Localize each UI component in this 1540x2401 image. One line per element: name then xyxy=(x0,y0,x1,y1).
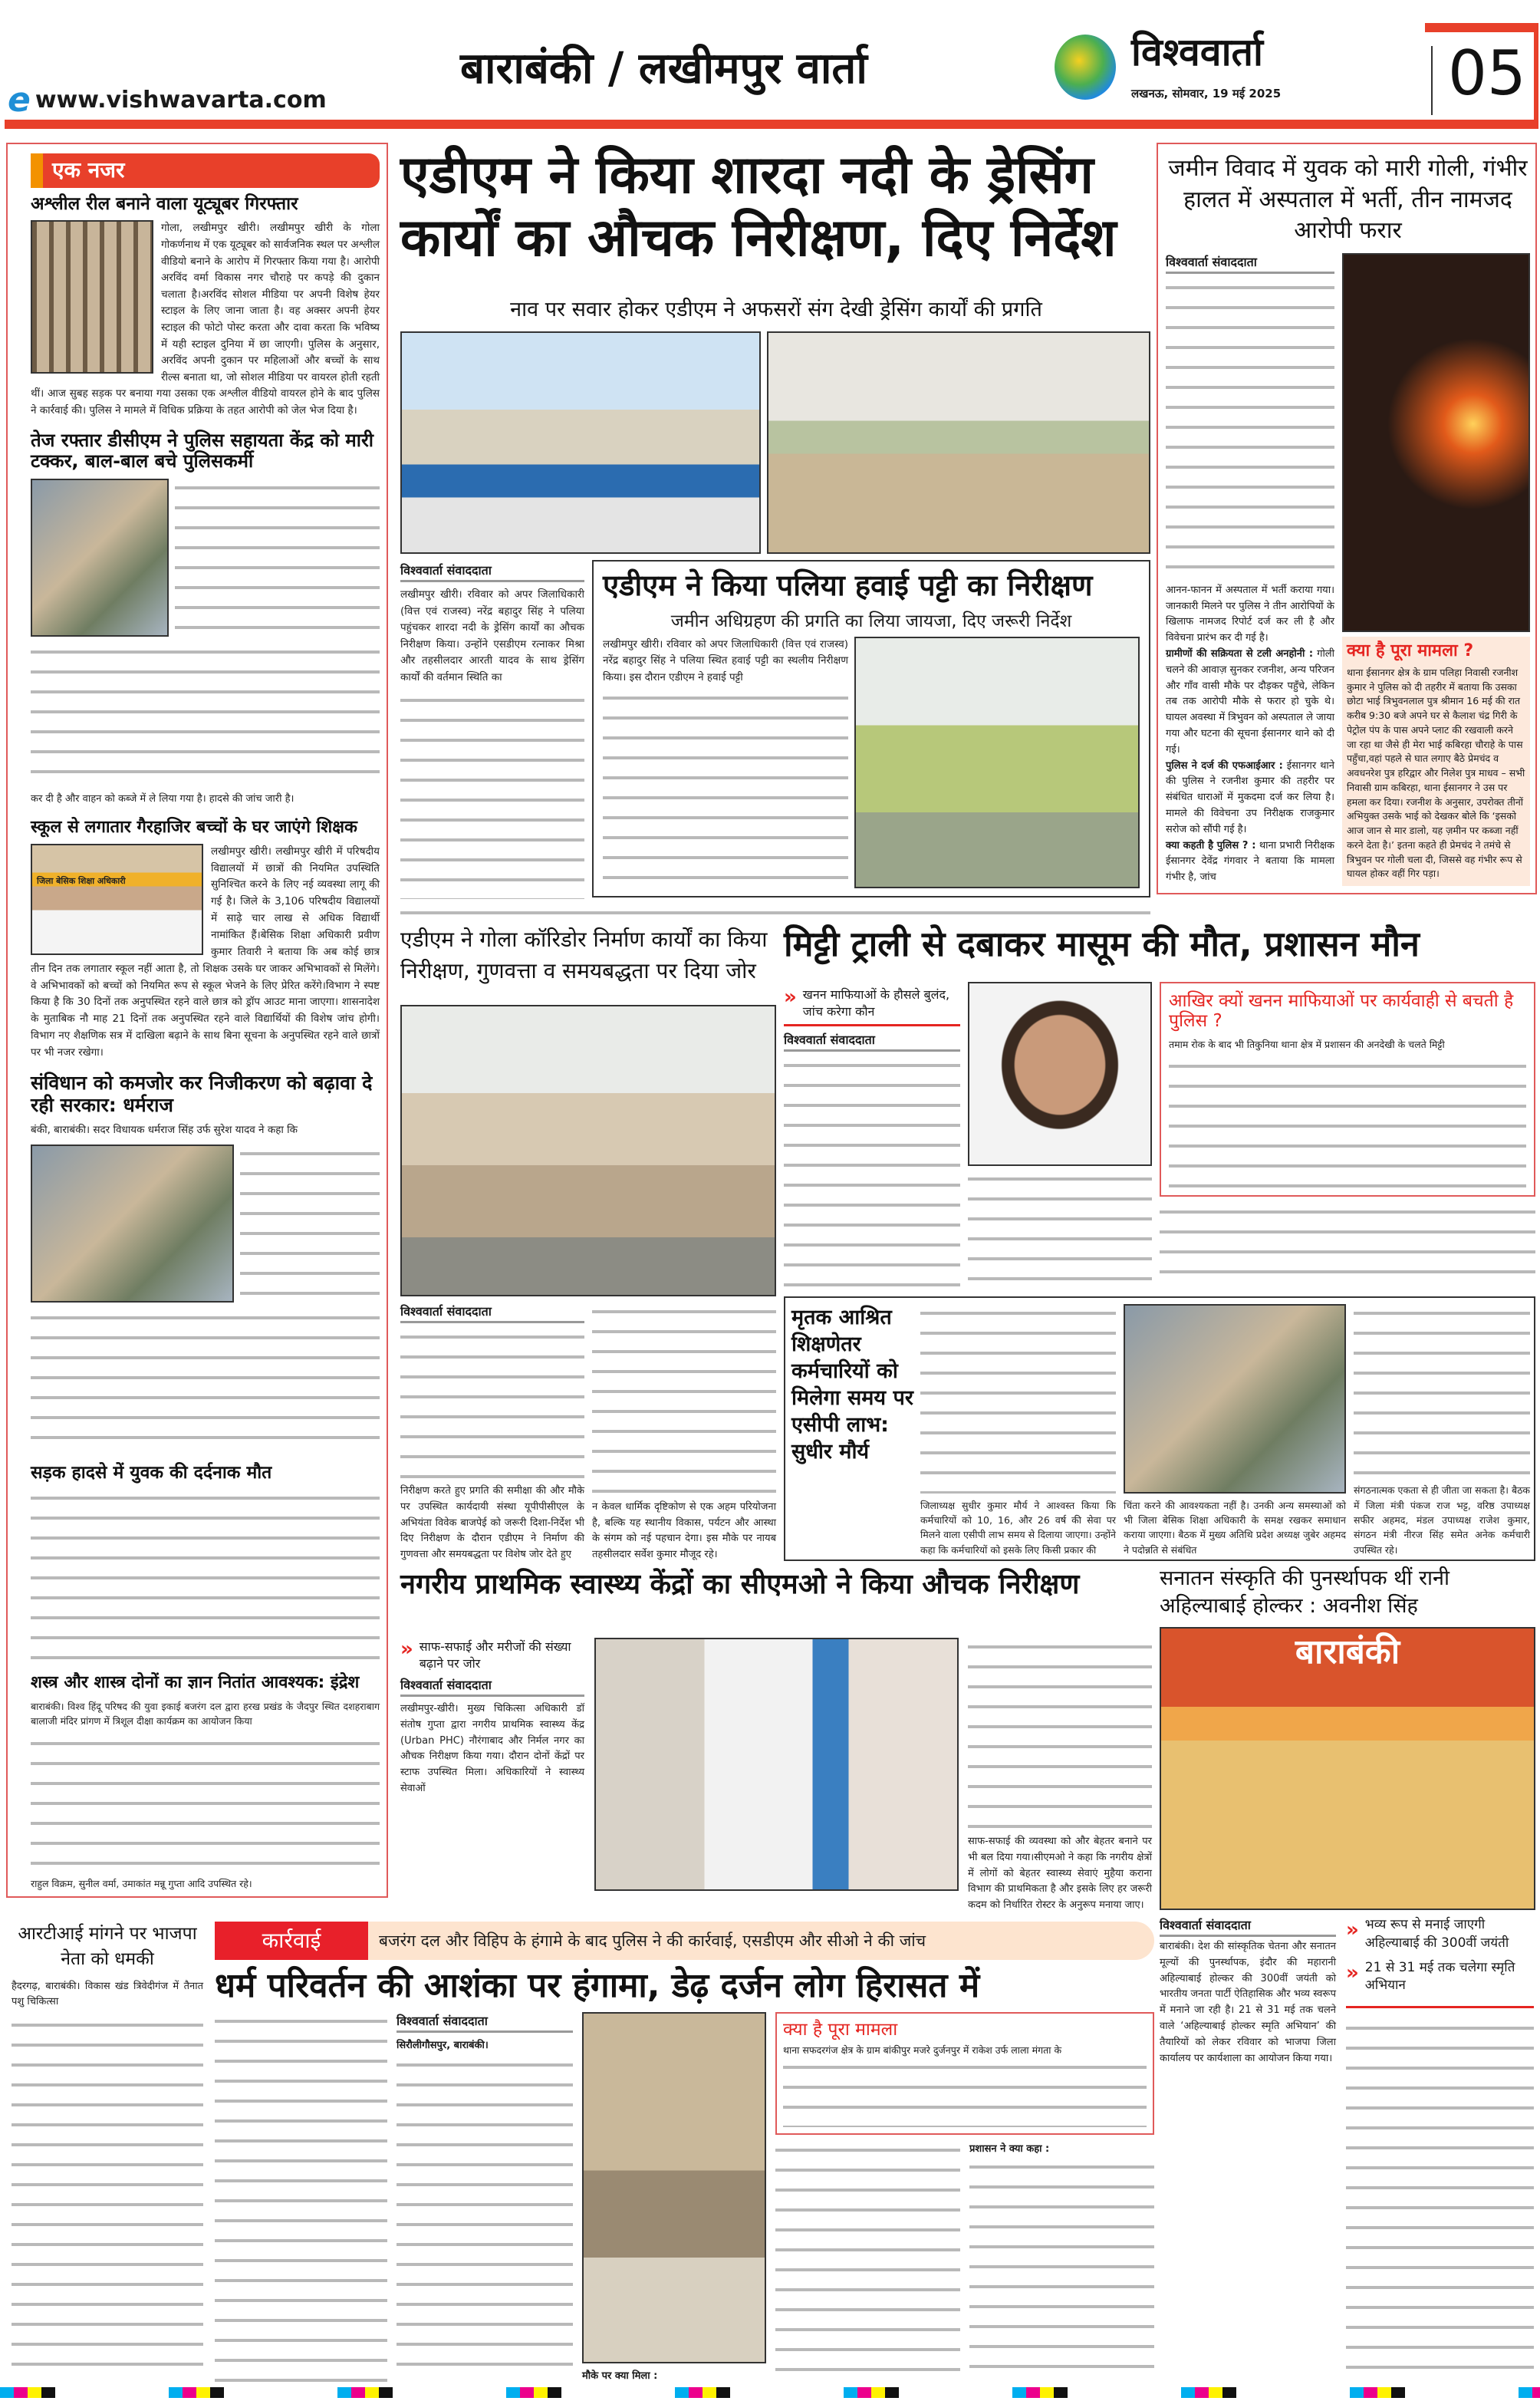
acp-col-3 xyxy=(1354,1304,1530,1557)
full-story-box xyxy=(1342,637,1530,886)
article-body-text xyxy=(784,1056,960,1289)
article-body-text xyxy=(1160,1203,1535,1289)
headline: मृतक आश्रित शिक्षणेतर कर्मचारियों को मिलेगा समय पर एसीपी लाभ: सुधीर मौर्य xyxy=(791,1306,913,1464)
section-title: बाराबंकी / लखीमपुर वार्ता xyxy=(460,44,867,94)
acp-col-1 xyxy=(920,1304,1116,1557)
article-body-text xyxy=(592,1303,776,1495)
meeting-photo xyxy=(1124,1304,1346,1494)
basic-shiksha-office-photo xyxy=(31,844,203,955)
bullet-point: » 21 से 31 मई तक चलेगा स्मृति अभियान xyxy=(1346,1959,1534,1996)
bjp-event-photo xyxy=(1160,1627,1535,1910)
ahilya-column xyxy=(1160,1565,1535,1910)
article-tail: राहुल विक्रम, सुनील वर्मा, उमाकांत मन्नू गुप्ता आदि उपस्थित रहे। xyxy=(31,1877,252,1889)
double-chevron-icon: » xyxy=(784,986,797,1009)
box-body: थाना ईसानगर क्षेत्र के ग्राम पलिहा निवासी रजनीश कुमार ने पुलिस को दी तहरीर में बताया कि उसका छोटा भाई त्रिभुवनलाल पुत्र श्रीमान 16 मई की रात करीब 9:30 बजे अपने घर से कैलाश चंद्र गिरी के पेट्रोल पंप के पास अपने प्लाट की रखवाली करने जा रहा था जैसे ही मेरा भाई कबिरहा चौराहे के पास पहुँचा,वहां पहले से घात लगाए बैठे प्रेमचंद व अवधनरेश पुत्र हरिद्वार और निलेश पुत्र माधव – सभी निवासी ग्राम कबिरहा, थाना ईसानगर ने उस पर हमला कर दिया। रजनीश के अनुसार, उपरोक्त तीनों अभियुक्त उसके भाई को देखकर बोले कि ‘इसको आज जान से मार डालो, यह ज़मीन पर कब्जा नहीं करने देता है।’ इतना कहते ही प्रेमचंद ने तमंचे से त्रिभुवन पर गोली चला दी, जिससे वह गंभीर रूप से घायल होकर वहीं गिर पड़ा। xyxy=(1347,666,1525,880)
sub-heading: मौके पर क्या मिला : xyxy=(582,2370,658,2382)
page-number: 05 xyxy=(1448,38,1526,109)
article-body-text xyxy=(603,689,848,888)
headline: संविधान को कमजोर कर निजीकरण को बढ़ावा दे रही सरकार: धर्मराज xyxy=(31,1071,373,1116)
byline: विश्ववार्ता संवाददाता xyxy=(400,1676,584,1697)
acp-col-2 xyxy=(1124,1304,1346,1557)
article-body-text xyxy=(240,1145,380,1303)
lead-headline: एडीएम ने किया शारदा नदी के ड्रेसिंग कार्यों का औचक निरीक्षण, दिए निर्देश xyxy=(400,145,1117,268)
ek-nazar-tag: एक नजर xyxy=(31,153,380,188)
health-center-photo xyxy=(594,1638,959,1891)
article-body-text xyxy=(31,643,380,786)
box-title: क्या है पूरा मामला ? xyxy=(1347,641,1474,661)
office-sign: जिला बेसिक शिक्षा अधिकारी xyxy=(37,875,126,886)
bullet-list xyxy=(1346,1916,1534,2376)
print-color-bar xyxy=(0,2387,1540,2398)
article-body-text xyxy=(31,1489,380,1662)
article-body: न केवल धार्मिक दृष्टिकोण से एक अहम परियोजना है, बल्कि यह स्थानीय विकास, पर्यटन और आस्था के संगम को नई पहचान देगा। इस मौके पर नायब तहसीलदार सर्वेश कुमार मौजूद रहे। xyxy=(592,1500,776,1561)
byline: विश्ववार्ता संवाददाता xyxy=(784,1031,960,1052)
palia-row xyxy=(603,637,1140,888)
gola-col-1 xyxy=(400,1303,584,1563)
article-body-text xyxy=(969,2158,1154,2382)
lead-subheadline: नाव पर सवार होकर एडीएम ने अफसरों संग देखी ड्रेसिंग कार्यों की प्रगति xyxy=(510,298,1042,321)
headline: नगरीय प्राथमिक स्वास्थ्य केंद्रों का सीएमओ ने किया औचक निरीक्षण xyxy=(400,1569,1080,1600)
article-body: आनन-फानन में अस्पताल में भर्ती कराया गया। जानकारी मिलने पर पुलिस ने तीन आरोपियों के खिलाफ नामजद रिपोर्ट दर्ज कर ली है और विवेचना प्रारंभ कर दी गई है। ग्रामीणों की सक्रियता से टली अनहोनी : गोली चलने की आवाज़ सुनकर रजनीश, अन्य परिजन और गाँव वासी मौके पर दौड़कर पहुँचे, लेकिन तब तक आरोपी मौके से फरार हो चुके थे। घायल अवस्था में त्रिभुवन को अस्पताल ले जाया गया और घटना की सूचना ईसानगर थाने को दी गई। पुलिस ने दर्ज की एफआईआर : ईसानगर थाने की पुलिस ने रजनीश कुमार की तहरीर पर संबंधित धाराओं में मुकदमा दर्ज कर लिया है। मामले की विवेचना उप निरीक्षक राजकुमार सरोज को सौंपी गई है। क्या कहती है पुलिस ? : थाना प्रभारी निरीक्षक ईसानगर देवेंद्र गंगवार ने बताया कि मामला गंभीर है, जांच xyxy=(1166,584,1335,884)
headline: शस्त्र और शास्त्र दोनों का ज्ञान नितांत आवश्यक: इंद्रेश xyxy=(31,1673,360,1693)
headline: एडीएम ने गोला कॉरिडोर निर्माण कार्यों का किया निरीक्षण, गुणवत्ता व समयबद्धता पर दिया जोर xyxy=(400,927,768,983)
police-question-box xyxy=(1160,982,1535,1197)
headline: आरटीआई मांगने पर भाजपा नेता को धमकी xyxy=(18,1924,197,1970)
double-chevron-icon: » xyxy=(1346,1961,1359,1984)
article-body-text xyxy=(12,2016,203,2378)
brand-logo-icon xyxy=(1055,35,1116,100)
mitti-col xyxy=(784,986,960,1289)
headline: अश्लील रील बनाने वाला यूट्यूबर गिरफ्तार xyxy=(31,194,298,214)
gola-col-2 xyxy=(592,1303,776,1563)
full-story-box xyxy=(775,2012,1154,2134)
article-body-text xyxy=(400,1328,584,1479)
article-body-text xyxy=(31,1309,380,1451)
article-body-text xyxy=(1354,1304,1530,1478)
bullet-point: » भव्य रूप से मनाई जाएगी अहिल्याबाई की 300वीं जयंती xyxy=(1346,1916,1534,1953)
strap-text: बजरंग दल और विहिप के हंगामे के बाद पुलिस ने की कार्रवाई, एसडीएम और सीओ ने की जांच xyxy=(379,1932,926,1950)
article-body: संगठनात्मक एकता से ही जीता जा सकता है। बैठक में जिला मंत्री पंकज राज भट्ट, वरिष्ठ उपाध्यक्ष सफीर अहमद, मंडल उपाध्यक्ष राजेश कुमार, संगठन मंत्री नीरज सिंह समेत अनेक कर्मचारी उपस्थित रहे। xyxy=(1354,1484,1530,1556)
strap-bar xyxy=(215,1922,1154,1960)
article-lead: लखीमपुर खीरी। रविवार को अपर जिलाधिकारी (वित्त एवं राजस्व) नरेंद्र बहादुर सिंह ने पलिया स्थित हवाई पट्टी का स्थलीय निरीक्षण किया। इस दौरान एडीएम ने हवाई पट्टी xyxy=(603,637,848,683)
headline: मिट्टी ट्राली से दबाकर मासूम की मौत, प्रशासन मौन xyxy=(784,924,1420,964)
airstrip-photo xyxy=(854,637,1140,888)
byline: विश्ववार्ता संवाददाता xyxy=(397,2012,573,2033)
article-body-text xyxy=(920,1304,1116,1494)
box-title: क्या है पूरा मामला xyxy=(783,2020,898,2040)
gunshot-photo xyxy=(1342,253,1530,633)
article-body: चिंता करने की आवश्यकता नहीं है। उनकी अन्य समस्याओं को भी जिला बेसिक शिक्षा अधिकारी के समक्ष रखकर समाधान कराया जाएगा। बैठक में मुख्य अतिथि प्रदेश अध्यक्ष जुबेर अहमद ने पदोन्नति से संबंधित xyxy=(1124,1499,1346,1556)
headline: एडीएम ने किया पलिया हवाई पट्टी का निरीक्षण xyxy=(603,568,1093,602)
double-chevron-icon: » xyxy=(400,1638,413,1661)
article-body: बाराबंकी। देश की सांस्कृतिक चेतना और सनातन मूल्यों की पुनर्स्थापक, इंदौर की महारानी अहिल्याबाई होल्कर की 300वीं जयंती को भारतीय जनता पार्टी ऐतिहासिक और भव्य स्वरूप में मनाने जा रही है। 21 से 31 मई तक चलने वाले ‘अहिल्याबाई होल्कर स्मृति अभियान’ की तैयारियों को लेकर रविवार को भाजपा जिला कार्यालय पर कार्यशाला का आयोजन किया गया। xyxy=(1160,1941,1336,2064)
article-body: जिलाध्यक्ष सुधीर कुमार मौर्य ने आश्वस्त किया कि कर्मचारियों को 10, 16, और 26 वर्ष की सेवा पर मिलने वाला एसीपी लाभ समय से दिलाया जाएगा। उन्होंने कहा कि कर्मचारियों को इसके लिए किसी प्रकार की xyxy=(920,1499,1116,1556)
article-body-text xyxy=(775,2141,960,2382)
box-lead: तमाम रोक के बाद भी तिकुनिया थाना क्षेत्र में प्रशासन की अनदेखी के चलते मिट्टी xyxy=(1169,1038,1445,1050)
browser-e-icon: e xyxy=(8,81,31,120)
box-lead: थाना सफदरगंज क्षेत्र के ग्राम बांकीपुर मजरे दुर्जनपुर में राकेश उर्फ लाला मंगता के xyxy=(783,2044,1062,2056)
uphc-col-3 xyxy=(968,1638,1152,1914)
article-body-text xyxy=(968,1170,1152,1289)
article-tail: कर दी है और वाहन को कब्जे में ले लिया गया है। हादसे की जांच जारी है। xyxy=(31,793,295,805)
river-dredging-photo xyxy=(767,331,1150,554)
corridor-photo xyxy=(400,1005,776,1296)
article-body: साफ-सफाई की व्यवस्था को और बेहतर बनाने पर भी बल दिया गया।सीएमओ ने कहा कि नगरीय क्षेत्रों में लोगों को बेहतर स्वास्थ्य सेवाएं मुहैया कराना विभाग की प्राथमिकता है और इसके लिए हर जरूरी कदम को निर्धारित रोस्टर के अनुरूप मनाया जाए। xyxy=(968,1836,1152,1912)
headline: स्कूल से लगातार गैरहाजिर बच्चों के घर जाएंगे शिक्षक xyxy=(31,818,357,838)
article-lead: बाराबंकी। विश्व हिंदू परिषद की युवा इकाई बजरंग दल द्वारा हरख प्रखंड के जैदपुर स्थित दशहराबाग बालाजी मंदिर प्रांगण में त्रिशूल दीक्षा कार्यक्रम का आयोजन किया xyxy=(31,1700,380,1727)
headline: तेज रफ्तार डीसीएम ने पुलिस सहायता केंद्र को मारी टक्कर, बाल-बाल बचे पुलिसकर्मी xyxy=(31,429,374,473)
mla-row xyxy=(31,1145,380,1303)
article-body-text xyxy=(31,1734,380,1869)
double-chevron-icon: » xyxy=(1346,1918,1359,1942)
subheadline: जमीन अधिग्रहण की प्रगति का लिया जायजा, दिए जरूरी निर्देश xyxy=(670,611,1072,631)
mla-photo xyxy=(31,1145,234,1303)
article-lead: सिरौलीगौसपुर, बाराबंकी। xyxy=(397,2040,489,2052)
article-body-text xyxy=(1166,278,1334,578)
website-link[interactable]: e www.vishwavarta.com xyxy=(8,81,327,120)
article-body: लखीमपुर-खीरी। मुख्य चिकित्सा अधिकारी डॉ संतोष गुप्ता द्वारा नगरीय प्राथमिक स्वास्थ्य केंद्र (Urban PHC) नौरंगाबाद और निर्मल नगर का औचक निरीक्षण किया गया। दौरान दोनों केंद्रों पर स्टाफ उपस्थित मिला। अधिकारियों ने स्वास्थ्य सेवाओं xyxy=(400,1703,584,1794)
masthead xyxy=(0,0,1540,130)
bullet-point: » साफ-सफाई और मरीजों की संख्या बढ़ाने पर जोर xyxy=(400,1638,571,1671)
box-body-text xyxy=(1169,1057,1526,1187)
article-body-text xyxy=(397,2056,573,2382)
byline: विश्ववार्ता संवाददाता xyxy=(1160,1916,1336,1937)
conversion-story xyxy=(215,1968,1154,2382)
article-body-wrap xyxy=(31,844,380,1062)
bullet-point: » खनन माफियाओं के हौसले बुलंद, जांच करेगा कौन xyxy=(784,986,950,1019)
headline: सनातन संस्कृति की पुनर्स्थापक थीं रानी अहिल्याबाई होल्कर : अवनीश सिंह xyxy=(1160,1566,1450,1619)
brand-name: विश्ववार्ता xyxy=(1131,30,1263,74)
article-body-text xyxy=(1346,2019,1534,2376)
conversion-body-row xyxy=(215,2012,1154,2382)
village-gathering-photo xyxy=(582,2012,766,2363)
uphc-col-1 xyxy=(400,1638,584,1914)
banner-text: बाराबंकी xyxy=(1295,1632,1400,1671)
article-lead: बंकी, बाराबंकी। सदर विधायक धर्मराज सिंह उर्फ सुरेश यादव ने कहा कि xyxy=(31,1124,298,1137)
article-body-text xyxy=(968,1638,1152,1830)
right-row xyxy=(1166,253,1530,887)
article-lead: हैदरगढ़, बाराबंकी। विकास खंड त्रिवेदीगंज में तैनात पशु चिकित्सा xyxy=(12,1980,203,2007)
headline: जमीन विवाद में युवक को मारी गोली, गंभीर हालत में अस्पताल में भर्ती, तीन नामजद आरोपी फरार xyxy=(1168,155,1528,244)
dateline: लखनऊ, सोमवार, 19 मई 2025 xyxy=(1131,87,1282,100)
divider xyxy=(784,1024,960,1026)
accident-photo xyxy=(31,479,169,637)
article-body: गोला, लखीमपुर खीरी। लखीमपुर खीरी के गोला गोकर्णनाथ में एक यूट्यूबर को सार्वजनिक स्थल पर अश्लील वीडियो बनाने के आरोप में गिरफ्तार किया गया है। आरोपी अरविंद वर्मा विकास नगर चौराहे पर कपड़े की दुकान चलाता है।अरविंद सोशल मीडिया पर अपनी विशेष हेयर स्टाइल के लिए जाना जाता है। वह अक्सर अपनी हेयर स्टाइल की फोटो पोस्ट करता और दावा करता कि भविष्य में यही स्टाइल दुनिया में छा जाएगी। पुलिस के अनुसार, अरविंद अपनी दुकान पर महिलाओं और बच्चों के साथ रील्स बनाता था, जो सोशल मीडिया पर वायरल होती रहती थीं। आज सुबह सड़क पर बनाया गया उसका एक अश्लील वीडियो वायरल होने के बाद पुलिस ने कार्रवाई की। पुलिस ने मामले में विधिक प्रक्रिया के तहत आरोपी को जेल भेज दिया है। xyxy=(31,222,380,417)
jail-photo xyxy=(31,220,153,374)
article-body: निरीक्षण करते हुए प्रगति की समीक्षा की और मौके पर उपस्थित कार्यदायी संस्था यूपीपीसीएल के अभियंता विवेक बाजपेई को जरूरी दिशा-निर्देश भी दिए निरीक्षण के दौरान एडीएम ने निर्माण की गुणवत्ता और समयबद्धता पर विशेष जोर देते हुए xyxy=(400,1485,584,1561)
left-column xyxy=(31,153,380,1891)
article-body-text xyxy=(215,2012,387,2382)
article-body-wrap xyxy=(31,220,380,419)
headline: सड़क हादसे में युवक की दर्दनाक मौत xyxy=(31,1462,272,1483)
byline: विश्ववार्ता संवाददाता xyxy=(400,562,584,582)
article-body-text xyxy=(175,479,380,637)
header-rule xyxy=(5,120,1538,129)
lead-headline: धर्म परिवर्तन की आशंका पर हंगामा, डेढ़ दर्जन लोग हिरासत में xyxy=(215,1966,980,2005)
byline: विश्ववार्ता संवाददाता xyxy=(1166,253,1334,274)
article-body: लखीमपुर खीरी। लखीमपुर खीरी में परिषदीय विद्यालयों में छात्रों की नियमित उपस्थिति सुनिश्चित करने के लिए नई व्यवस्था लागू की गई है। जिले के 3,106 परिषदीय विद्यालयों में साढ़े चार लाख से अधिक विद्यार्थी नामांकित हैं।बेसिक शिक्षा अधिकारी प्रवीण कुमार तिवारी ने बताया कि अब कोई छात्र तीन दिन तक लगातार स्कूल नहीं आता है, तो शिक्षक उसके घर जाकर अभिभावकों से मिलेंगे। वे अभिभावकों को बच्चों को नियमित रूप से स्कूल भेजने के लिए प्रेरित करेंगे।विभाग ने स्पष्ट किया है कि 30 दिनों तक अनुपस्थित रहने वाले छात्र को ड्रॉप आउट माना जाएगा। शासनादेश के मुताबिक नौ माह 21 दिनों तक अनुपस्थित रहने वाले विद्यार्थियों की विशेष जांच होगी। विभाग नए शैक्षणिक सत्र में दाखिला बढ़ाने के साथ बिना सूचना के अनुपस्थित रहने वाले छात्रों पर भी नजर रखेगा। xyxy=(31,845,380,1059)
main-article-column xyxy=(400,562,584,899)
boat-inspection-photo xyxy=(400,331,761,554)
right-column xyxy=(1166,153,1530,886)
article-body-text xyxy=(400,691,584,899)
sub-heading: प्रशासन ने क्या कहा : xyxy=(969,2142,1050,2155)
article-body-text xyxy=(400,904,1150,919)
article-lead: लखीमपुर खीरी। रविवार को अपर जिलाधिकारी (वित्त एवं राजस्व) नरेंद्र बहादुर सिंह ने पलिया पहुंचकर शारदा नदी के ड्रेसिंग कार्यों का औचक निरीक्षण किया। उन्होंने एसडीएम रत्नाकर मिश्रा और तहसीलदार आरती यादव के साथ ड्रेसिंग कार्यों की वर्तमान स्थिति का xyxy=(400,588,584,683)
rti-column xyxy=(12,1922,203,2378)
child-portrait-photo xyxy=(968,982,1152,1166)
action-tag: कार्रवाई xyxy=(215,1922,368,1960)
accident-row xyxy=(31,479,380,637)
box-title: आखिर क्यों खनन माफियाओं पर कार्यवाही से बचती है पुलिस ? xyxy=(1169,991,1514,1032)
box-body-text xyxy=(783,2058,1147,2127)
page-number-box xyxy=(1425,23,1538,123)
byline: विश्ववार्ता संवाददाता xyxy=(400,1303,584,1323)
palia-box xyxy=(592,560,1150,897)
